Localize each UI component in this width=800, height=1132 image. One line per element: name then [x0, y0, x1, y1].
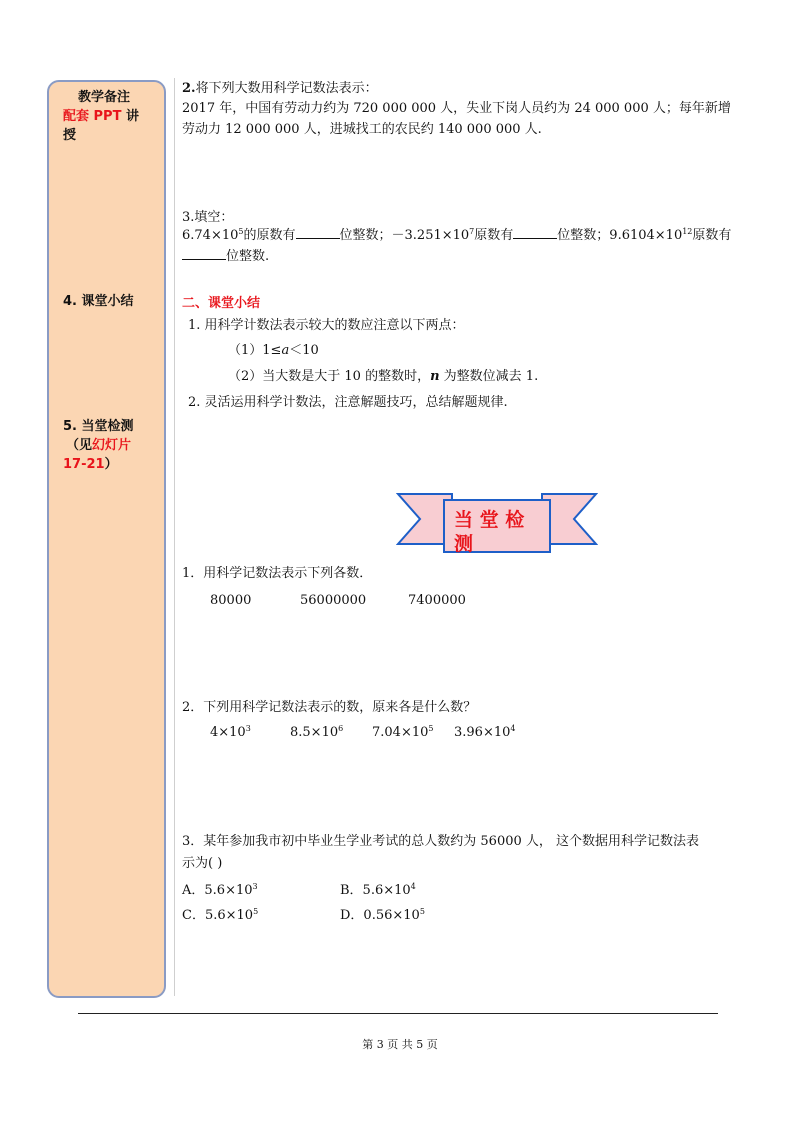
exercise-2-title — [182, 78, 378, 99]
ppt-note-black: 讲 — [121, 109, 139, 124]
p1a-post: ＜10 — [289, 343, 319, 358]
p1b-post: 为整数位减去 1. — [439, 369, 539, 384]
q3-option-a[interactable] — [182, 880, 258, 901]
option-exp: 4 — [410, 882, 416, 891]
p1b-pre: （2）当大数是大于 10 的整数时， — [228, 369, 431, 384]
q2-exp: 3 — [245, 724, 251, 733]
item-b-exp: 7 — [469, 227, 475, 236]
option-label: C．5.6×10 — [182, 908, 254, 923]
footer-rule — [78, 1013, 718, 1014]
q2-item — [372, 722, 433, 743]
column-divider — [174, 78, 175, 996]
q2-exp: 5 — [428, 724, 434, 733]
ppt-note-line2: 授 — [63, 128, 77, 143]
answer-blank[interactable] — [182, 247, 226, 260]
exercise-3-line2 — [182, 246, 269, 267]
ref-open: （见 — [66, 438, 93, 453]
item-b-base: －3.251×10 — [391, 228, 470, 243]
ref-close: ） — [104, 457, 118, 472]
quiz-banner — [396, 490, 598, 562]
exercise-3-line1 — [182, 225, 731, 246]
summary-point-1a — [228, 340, 319, 361]
banner-line-1: 当 堂 检 — [454, 509, 525, 531]
question-3-line2: 示为( ) — [182, 856, 223, 871]
item-a-text: 的原数有 — [243, 228, 296, 243]
exercise-2-line1: 2017 年，中国有劳动力约为 720 000 000 人，失业下岗人员约为 24 000 000 人；每年新增 — [182, 101, 731, 116]
q1-number: 7400000 — [408, 593, 466, 608]
q2-item — [290, 722, 343, 743]
summary-point-1b — [228, 366, 538, 387]
exercise-2-number: 2. — [182, 81, 196, 96]
unit-text: 位整数； — [557, 228, 610, 243]
summary-point-1: 1. 用科学计数法表示较大的数应注意以下两点： — [188, 318, 465, 333]
item-c-text: 原数有 — [692, 228, 732, 243]
exercise-3-title: 3.填空： — [182, 210, 234, 225]
ref-slides: 幻灯片 — [92, 438, 132, 453]
page-footer: 第 3 页 共 5 页 — [362, 1038, 438, 1051]
item-c-base: 9.6104×10 — [609, 228, 683, 243]
option-exp: 5 — [419, 907, 425, 916]
unit-text: 位整数； — [339, 228, 392, 243]
notes-title: 教学备注 — [78, 90, 131, 105]
notes-sidebar — [47, 80, 166, 998]
question-2: 2．下列用科学记数法表示的数，原来各是什么数？ — [182, 700, 477, 715]
banner-line-2: 测 — [454, 533, 474, 555]
q2-base: 4×10 — [210, 725, 246, 740]
q2-base: 7.04×10 — [372, 725, 429, 740]
answer-blank[interactable] — [513, 226, 557, 239]
section-5-ref-line2 — [63, 456, 118, 474]
ref-slide-range: 17-21 — [63, 457, 105, 472]
q2-base: 8.5×10 — [290, 725, 339, 740]
p1b-var: n — [430, 369, 440, 384]
p1a-var: a — [281, 343, 290, 358]
q1-number: 80000 — [210, 593, 252, 608]
item-b-text: 原数有 — [474, 228, 514, 243]
item-c-exp: 12 — [682, 227, 693, 236]
summary-heading: 二、课堂小结 — [182, 296, 261, 311]
option-label: B．5.6×10 — [340, 883, 411, 898]
exercise-2-prompt: 将下列大数用科学记数法表示： — [195, 81, 378, 96]
q2-item — [454, 722, 515, 743]
q3-option-b[interactable] — [340, 880, 416, 901]
option-label: D．0.56×10 — [340, 908, 420, 923]
option-exp: 5 — [253, 907, 259, 916]
q1-number: 56000000 — [300, 593, 367, 608]
q2-exp: 4 — [510, 724, 516, 733]
q3-option-d[interactable] — [340, 905, 425, 926]
section-4-label: 4. 课堂小结 — [63, 294, 134, 309]
section-5-label: 5. 当堂检测 — [63, 419, 134, 434]
q2-exp: 6 — [338, 724, 344, 733]
answer-blank[interactable] — [296, 226, 340, 239]
summary-point-2: 2. 灵活运用科学计数法，注意解题技巧，总结解题规律. — [188, 395, 508, 410]
q2-base: 3.96×10 — [454, 725, 511, 740]
end-text: 位整数. — [226, 249, 270, 264]
item-a-base: 6.74×10 — [182, 228, 239, 243]
item-a-exp: 5 — [238, 227, 244, 236]
question-3-line1: 3．某年参加我市初中毕业生学业考试的总人数约为 56000 人， 这个数据用科学记数法表 — [182, 834, 700, 849]
ppt-note — [63, 108, 139, 126]
option-exp: 3 — [252, 882, 258, 891]
question-1: 1．用科学记数法表示下列各数． — [182, 566, 373, 581]
section-5-ref — [66, 437, 131, 455]
q2-item — [210, 722, 251, 743]
option-label: A．5.6×10 — [182, 883, 253, 898]
exercise-2-line2: 劳动力 12 000 000 人，进城找工的农民约 140 000 000 人. — [182, 122, 542, 137]
p1a-pre: （1）1≤ — [228, 343, 282, 358]
ppt-note-red: 配套 PPT — [63, 109, 122, 124]
q3-option-c[interactable] — [182, 905, 258, 926]
